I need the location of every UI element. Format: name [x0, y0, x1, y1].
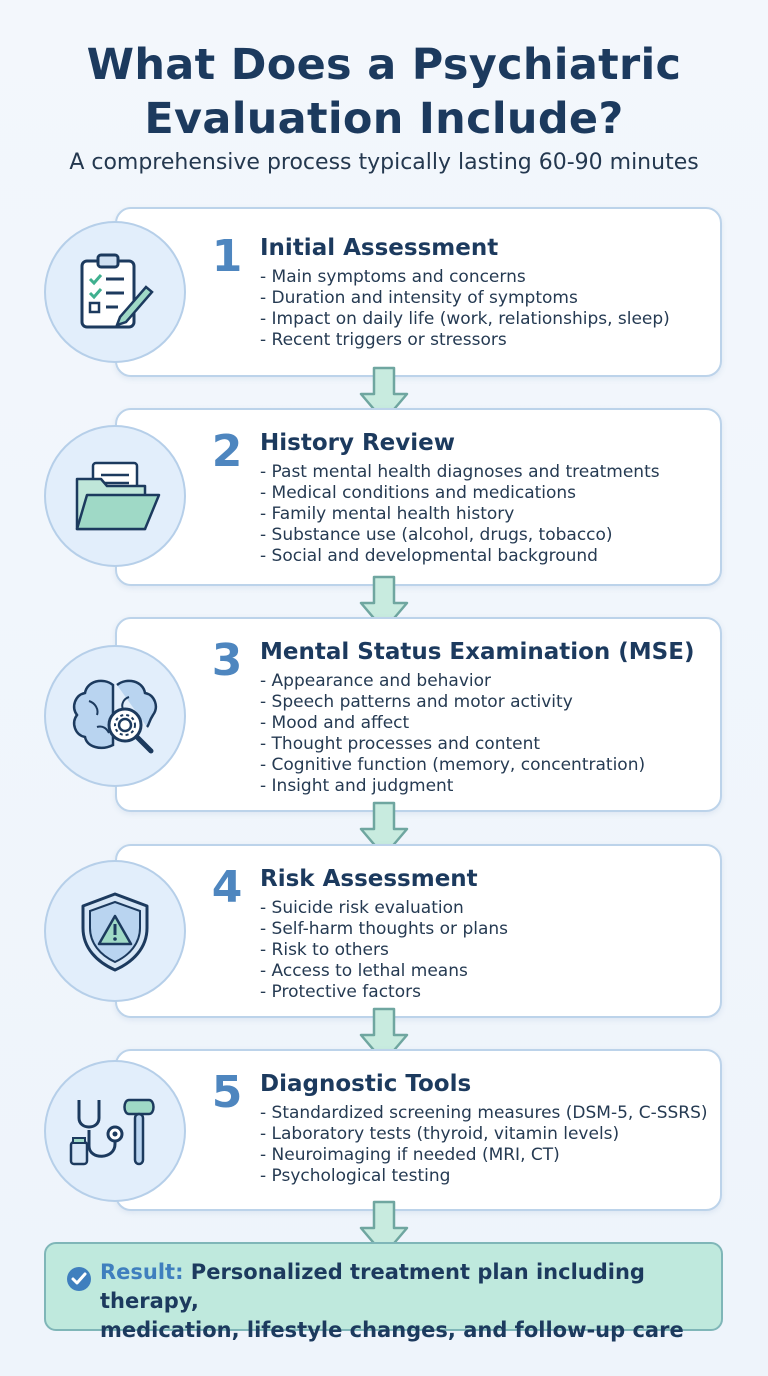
list-item: - Social and developmental background — [260, 546, 598, 566]
step-title: Initial Assessment — [260, 235, 499, 261]
brain-magnifier-icon — [67, 671, 163, 761]
page-subtitle: A comprehensive process typically lasting 60-90 minutes — [69, 150, 699, 175]
step-number: 5 — [211, 1067, 243, 1118]
step-icon-circle-3 — [44, 645, 186, 787]
step-card-3 — [115, 617, 722, 812]
list-item: - Thought processes and content — [260, 734, 541, 754]
result-label: Result: — [100, 1260, 184, 1284]
page-title — [0, 38, 768, 146]
result-line-2: medication, lifestyle changes, and follow-up care — [100, 1318, 684, 1342]
list-item: - Mood and affect — [260, 713, 410, 733]
step-number: 1 — [211, 231, 243, 282]
folder-documents-icon — [67, 451, 163, 541]
step-number: 2 — [211, 426, 243, 477]
title-line-2: Evaluation Include? — [144, 94, 624, 144]
title-line-1: What Does a Psychiatric — [86, 40, 682, 90]
step-number: 4 — [211, 862, 243, 913]
step-icon-circle-4 — [44, 860, 186, 1002]
list-item: - Neuroimaging if needed (MRI, CT) — [260, 1145, 560, 1165]
list-item: - Appearance and behavior — [260, 671, 492, 691]
result-line-1-text: Personalized treatment plan including therapy, — [100, 1260, 645, 1313]
list-item: - Recent triggers or stressors — [260, 330, 507, 350]
list-item: - Protective factors — [260, 982, 421, 1002]
list-item: - Laboratory tests (thyroid, vitamin levels) — [260, 1124, 620, 1144]
list-item: - Substance use (alcohol, drugs, tobacco) — [260, 525, 613, 545]
step-card-4 — [115, 844, 722, 1018]
check-circle-icon — [66, 1266, 92, 1292]
list-item: - Duration and intensity of symptoms — [260, 288, 578, 308]
list-item: - Medical conditions and medications — [260, 483, 577, 503]
shield-warning-icon — [70, 886, 160, 976]
step-title: Diagnostic Tools — [260, 1071, 472, 1097]
step-title: History Review — [260, 430, 455, 456]
list-item: - Insight and judgment — [260, 776, 454, 796]
step-items — [260, 267, 670, 351]
stethoscope-reflex-hammer-icon — [65, 1086, 165, 1176]
list-item: - Suicide risk evaluation — [260, 898, 464, 918]
step-card-1 — [115, 207, 722, 377]
list-item: - Access to lethal means — [260, 961, 468, 981]
list-item: - Family mental health history — [260, 504, 515, 524]
list-item: - Psychological testing — [260, 1166, 451, 1186]
list-item: - Past mental health diagnoses and treatments — [260, 462, 660, 482]
step-items — [260, 898, 508, 1003]
step-icon-circle-5 — [44, 1060, 186, 1202]
list-item: - Main symptoms and concerns — [260, 267, 526, 287]
step-items — [260, 1103, 708, 1187]
list-item: - Self-harm thoughts or plans — [260, 919, 509, 939]
step-card-5 — [115, 1049, 722, 1211]
list-item: - Risk to others — [260, 940, 389, 960]
step-title: Mental Status Examination (MSE) — [260, 639, 695, 665]
step-title: Risk Assessment — [260, 866, 478, 892]
step-items — [260, 671, 645, 797]
list-item: - Speech patterns and motor activity — [260, 692, 573, 712]
result-box — [44, 1242, 723, 1342]
result-text — [100, 1258, 721, 1345]
step-card-2 — [115, 408, 722, 586]
list-item: - Cognitive function (memory, concentration) — [260, 755, 646, 775]
list-item: - Standardized screening measures (DSM-5, C-SSRS) — [260, 1103, 708, 1123]
step-icon-circle-1 — [44, 221, 186, 363]
step-items — [260, 462, 660, 567]
step-icon-circle-2 — [44, 425, 186, 567]
step-number: 3 — [211, 635, 243, 686]
list-item: - Impact on daily life (work, relationships, sleep) — [260, 309, 670, 329]
clipboard-checklist-icon — [70, 247, 160, 337]
result-line-1 — [100, 1258, 721, 1316]
